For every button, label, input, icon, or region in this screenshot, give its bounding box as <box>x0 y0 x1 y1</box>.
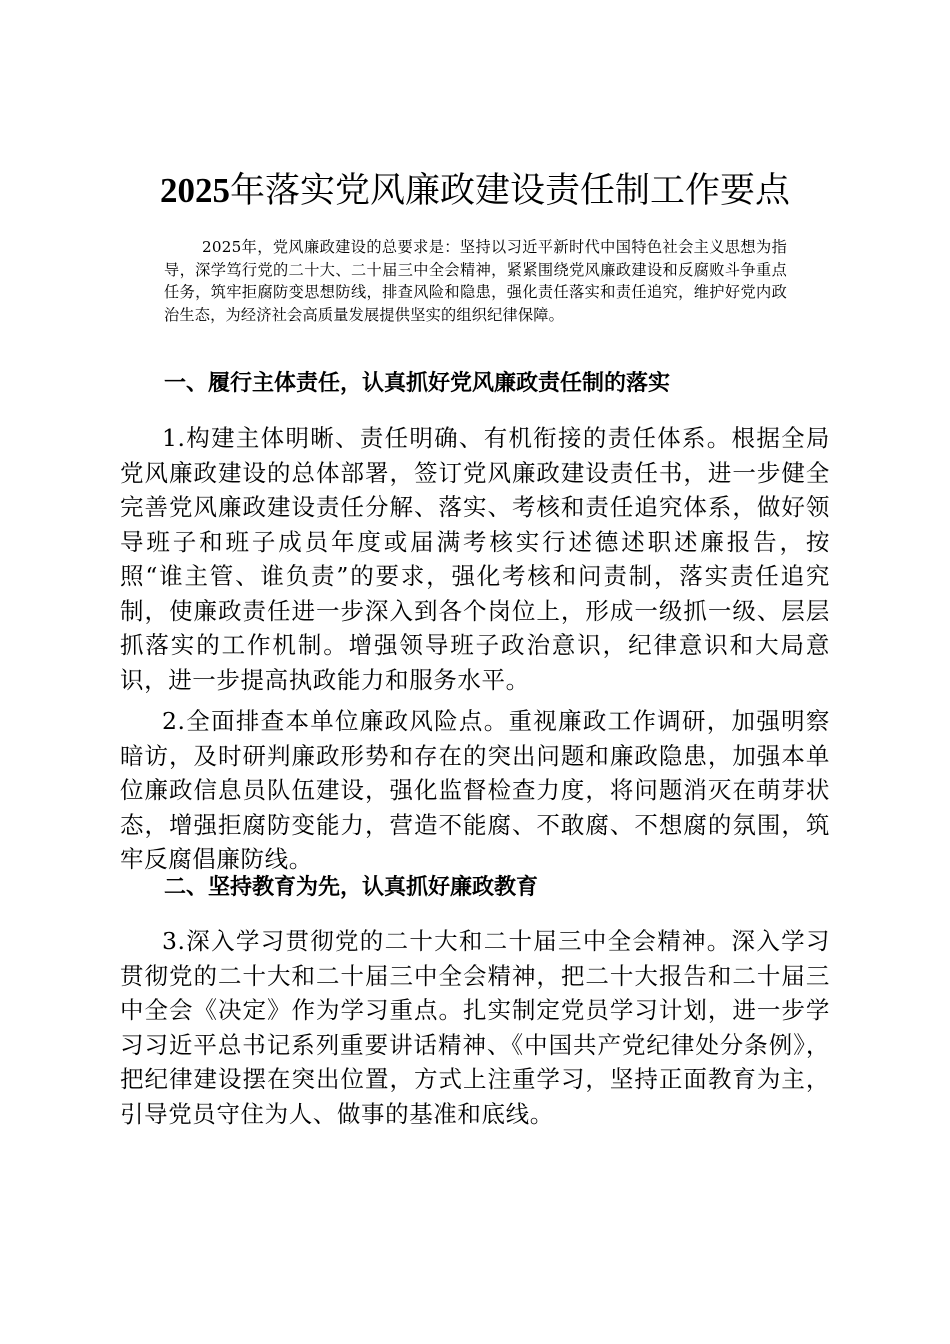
title-text: 年落实党风廉政建设责任制工作要点 <box>229 171 790 211</box>
document-title <box>120 168 830 214</box>
section-heading-1: 一、履行主体责任，认真抓好党风廉政责任制的落实 <box>164 370 671 396</box>
intro-paragraph: 2025年，党风廉政建设的总要求是：坚持以习近平新时代中国特色社会主义思想为指导，深学笃行党的二十大、二十届三中全会精神，紧紧围绕党风廉政建设和反腐败斗争重点任务，筑牢拒腐防变思想防线，排查风险和隐患，强化责任落实和责任追究，维护好党内政治生态，为经济社会高质量发展提供坚实的组织纪律保障。 <box>164 238 787 324</box>
paragraph-item-3: 3.深入学习贯彻党的二十大和二十届三中全会精神。深入学习贯彻党的二十大和二十届三中全会精神，把二十大报告和二十届三中全会《决定》作为学习重点。扎实制定党员学习计划，进一步学习习近平总书记系列重要讲话精神、《中国共产党纪律处分条例》，把纪律建设摆在突出位置，方式上注重学习，坚持正面教育为主，引导党员守住为人、做事的基准和底线。 <box>120 927 830 1128</box>
title-year: 2025 <box>159 171 230 210</box>
paragraph-item-1: 1.构建主体明晰、责任明确、有机衔接的责任体系。根据全局党风廉政建设的总体部署，签订党风廉政建设责任书，进一步健全完善党风廉政建设责任分解、落实、考核和责任追究体系，做好领导班子和班子成员年度或届满考核实行述德述职述廉报告，按照“谁主管、谁负责”的要求，强化考核和问责制，落实责任追究制，使廉政责任进一步深入到各个岗位上，形成一级抓一级、层层抓落实的工作机制。增强领导班子政治意识，纪律意识和大局意识，进一步提高执政能力和服务水平。 <box>120 424 830 694</box>
section-heading-2: 二、坚持教育为先，认真抓好廉政教育 <box>164 874 539 900</box>
paragraph-item-2: 2.全面排查本单位廉政风险点。重视廉政工作调研，加强明察暗访，及时研判廉政形势和存在的突出问题和廉政隐患，加强本单位廉政信息员队伍建设，强化监督检查力度，将问题消灭在萌芽状态，增强拒腐防变能力，营造不能腐、不敢腐、不想腐的氛围，筑牢反腐倡廉防线。 <box>120 707 830 873</box>
